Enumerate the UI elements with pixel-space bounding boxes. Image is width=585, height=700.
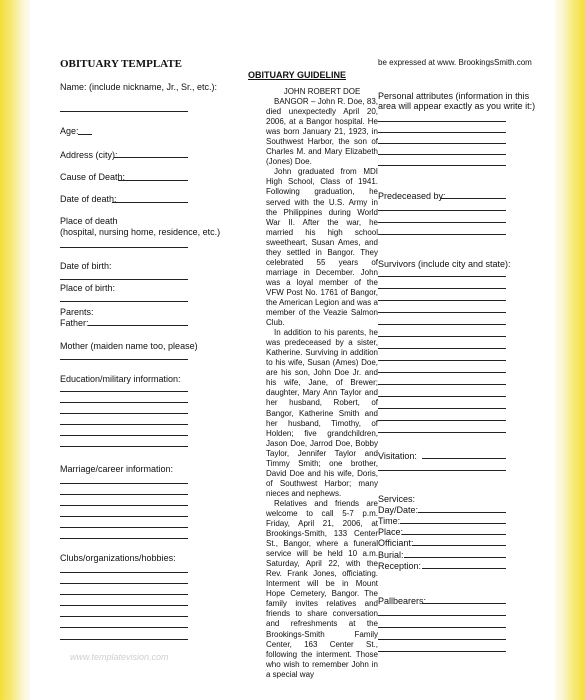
visitation-line-1[interactable] — [422, 458, 506, 459]
place-of-birth-label: Place of birth: — [60, 283, 116, 293]
place-label: Place: — [378, 527, 404, 537]
marriage-line-3[interactable] — [60, 505, 188, 506]
day-date-label: Day/Date: — [378, 505, 419, 515]
clubs-line-4[interactable] — [60, 605, 188, 606]
survivors-line-7[interactable] — [378, 348, 506, 349]
burial-label: Burial: — [378, 550, 404, 560]
guideline-name: JOHN ROBERT DOE — [283, 87, 361, 96]
marriage-line-5[interactable] — [60, 527, 188, 528]
survivors-line-5[interactable] — [378, 324, 506, 325]
address-line[interactable] — [114, 157, 188, 158]
place-of-birth-line[interactable] — [60, 301, 188, 302]
mother-label: Mother (maiden name too, please) — [60, 341, 198, 351]
officiant-label: Officiant: — [378, 538, 414, 548]
personal-attributes-label: Personal attributes (information in this — [378, 91, 530, 101]
pallbearers-line-4[interactable] — [378, 639, 506, 640]
name-line[interactable] — [60, 111, 188, 112]
date-of-death-label: Date of death: — [60, 194, 117, 204]
reception-line[interactable] — [422, 568, 506, 569]
pallbearers-line-1[interactable] — [422, 603, 506, 604]
date-of-birth-line[interactable] — [60, 279, 188, 280]
personal-line-1[interactable] — [378, 121, 506, 122]
survivors-line-4[interactable] — [378, 312, 506, 313]
age-line[interactable] — [78, 134, 92, 135]
date-of-death-line[interactable] — [112, 202, 188, 203]
burial-line[interactable] — [404, 557, 506, 558]
guideline-title: OBITUARY GUIDELINE — [248, 70, 347, 80]
visitation-line-2[interactable] — [378, 470, 506, 471]
day-date-line[interactable] — [418, 512, 506, 513]
survivors-line-6[interactable] — [378, 336, 506, 337]
survivors-line-3[interactable] — [378, 300, 506, 301]
survivors-line-11[interactable] — [378, 396, 506, 397]
clubs-line-2[interactable] — [60, 583, 188, 584]
marriage-label: Marriage/career information: — [60, 464, 174, 474]
place-of-death-label: Place of death — [60, 216, 118, 226]
name-label: Name: (include nickname, Jr., Sr., etc.): — [60, 82, 218, 92]
predeceased-label: Predeceased by: — [378, 191, 446, 201]
officiant-line[interactable] — [412, 545, 506, 546]
guideline-sample-text — [266, 87, 378, 680]
personal-line-5[interactable] — [378, 165, 506, 166]
footer-watermark: www.templatevision.com — [70, 652, 169, 662]
personal-line-3[interactable] — [378, 143, 506, 144]
survivors-line-9[interactable] — [378, 372, 506, 373]
pallbearers-line-2[interactable] — [378, 615, 506, 616]
survivors-line-8[interactable] — [378, 360, 506, 361]
date-of-birth-label: Date of birth: — [60, 261, 112, 271]
survivors-line-10[interactable] — [378, 384, 506, 385]
clubs-line-3[interactable] — [60, 594, 188, 595]
place-of-death-hint: (hospital, nursing home, residence, etc.) — [60, 227, 221, 237]
clubs-line-6[interactable] — [60, 627, 188, 628]
marriage-line-1[interactable] — [60, 483, 188, 484]
address-label: Address (city): — [60, 150, 118, 160]
education-line-2[interactable] — [60, 402, 188, 403]
visitation-label: Visitation: — [378, 451, 417, 461]
personal-line-4[interactable] — [378, 154, 506, 155]
father-line[interactable] — [88, 325, 188, 326]
survivors-line-2[interactable] — [378, 288, 506, 289]
education-line-3[interactable] — [60, 413, 188, 414]
pallbearers-line-3[interactable] — [378, 627, 506, 628]
survivors-label: Survivors (include city and state): — [378, 259, 511, 269]
predeceased-line-4[interactable] — [378, 234, 506, 235]
predeceased-line-1[interactable] — [440, 198, 506, 199]
clubs-line-5[interactable] — [60, 616, 188, 617]
cause-of-death-line[interactable] — [118, 180, 188, 181]
father-label: Father: — [60, 318, 89, 328]
survivors-line-1[interactable] — [378, 276, 506, 277]
marriage-line-4[interactable] — [60, 516, 188, 517]
reception-label: Reception: — [378, 561, 422, 571]
parents-label: Parents: — [60, 307, 94, 317]
guideline-paragraph: BANGOR – John R. Doe, 83, died unexpectedly April 20, 2006, at a Bangor hospital. He was born January 21, 1923, in Southwest Harbor, the son of Charles M. and Mary Elizabeth (Jones) Doe. — [266, 97, 378, 167]
education-label: Education/military information: — [60, 374, 181, 384]
place-line[interactable] — [402, 534, 506, 535]
predeceased-line-2[interactable] — [378, 210, 506, 211]
page-title: OBITUARY TEMPLATE — [60, 58, 182, 70]
marriage-line-6[interactable] — [60, 538, 188, 539]
education-line-6[interactable] — [60, 446, 188, 447]
personal-line-2[interactable] — [378, 132, 506, 133]
place-of-death-line[interactable] — [60, 247, 188, 248]
clubs-line-1[interactable] — [60, 572, 188, 573]
time-label: Time: — [378, 516, 401, 526]
website-note: be expressed at www. BrookingsSmith.com — [378, 58, 532, 67]
guideline-paragraph: In addition to his parents, he was predeceased by a sister, Katherine. Surviving in addition to his wife, Susan (Ames) Doe, are his son, John Doe Jr. and his wife, Jane, of Brewer; daughter, Mary Ann Taylor and her husband, Robert, of Bangor, Katherine Smith and her husband, Timothy, of Holden; five grandchildren, Jason Doe, Jarrod Doe, Bobby Taylor, Jennifer Taylor and Timmy Smith; one brother, David Doe and his wife, Doris, of Southwest Harbor; many nieces and nephews. — [266, 328, 378, 498]
mother-line[interactable] — [60, 359, 188, 360]
age-label: Age: — [60, 126, 79, 136]
services-label: Services: — [378, 494, 416, 504]
education-line-4[interactable] — [60, 424, 188, 425]
guideline-paragraph: John graduated from MDI High School, Class of 1941. Following graduation, he served with the U.S. Army in the Philippines during World War II. After the war, he married his high school sweetheart, Susan Ames, and they settled in Bangor. They celebrated 55 years of marriage in December. John was a loyal member of the VFW Post No. 1761 of Bangor, the American Legion and was a member of the Veazie Salmon Club. — [266, 167, 378, 328]
survivors-line-12[interactable] — [378, 408, 506, 409]
clubs-line-7[interactable] — [60, 639, 188, 640]
personal-attributes-hint: area will appear exactly as you write it:) — [378, 101, 536, 111]
clubs-label: Clubs/organizations/hobbies: — [60, 553, 176, 563]
pallbearers-label: Pallbearers: — [378, 596, 427, 606]
education-line-1[interactable] — [60, 391, 188, 392]
education-line-5[interactable] — [60, 435, 188, 436]
cause-of-death-label: Cause of Death: — [60, 172, 126, 182]
survivors-line-14[interactable] — [378, 432, 506, 433]
pallbearers-line-5[interactable] — [378, 651, 506, 652]
marriage-line-2[interactable] — [60, 494, 188, 495]
predeceased-line-3[interactable] — [378, 222, 506, 223]
obituary-template-page — [30, 0, 555, 700]
time-line[interactable] — [400, 523, 506, 524]
survivors-line-13[interactable] — [378, 420, 506, 421]
guideline-paragraph: Relatives and friends are welcome to call 5-7 p.m. Friday, April 21, 2006, at Brookings-Smith, 133 Center St., Bangor, where a funeral service will be held 10 a.m. Saturday, April 22, with the Rev. Frank Jones, officiating. Interment will be in Mount Hope Cemetery, Bangor. The family invites relatives and friends to share conversation and refreshments at the Brookings-Smith Family Center, 163 Center St., following the interment. Those who wish to remember John in a special way — [266, 498, 378, 679]
